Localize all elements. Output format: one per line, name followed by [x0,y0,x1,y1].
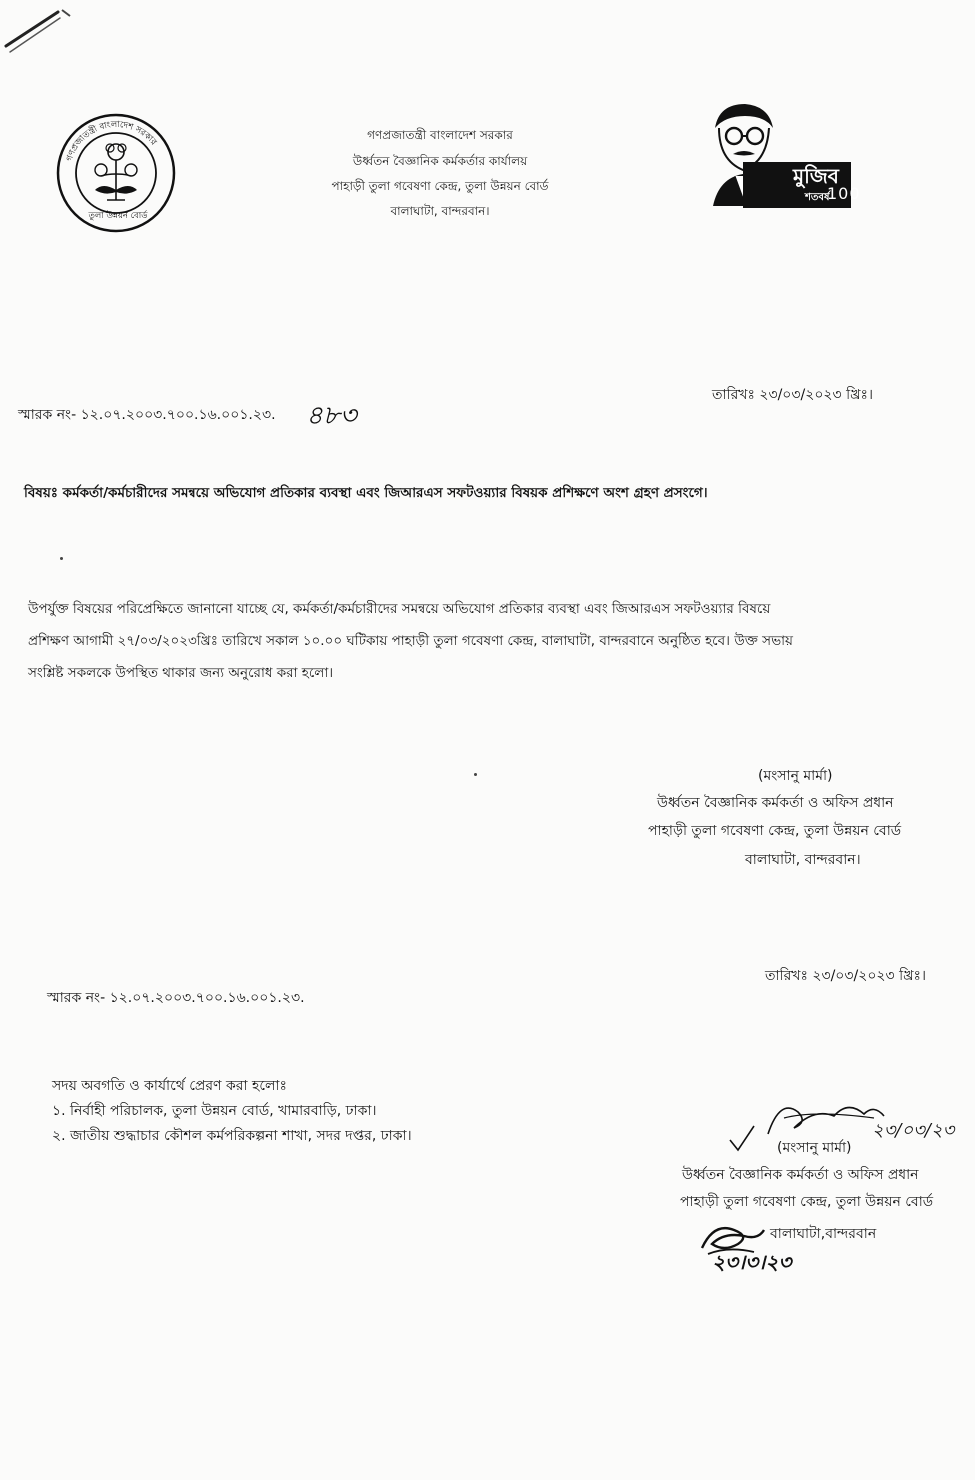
mujib-word: মুজিব [793,164,839,188]
signer2-place: বালাঘাটা,বান্দরবান [770,1226,877,1242]
cotton-board-logo [55,112,177,234]
signer-name: (মংসানু মার্মা) [758,768,833,784]
header-line-3: পাহাড়ী তুলা গবেষণা কেন্দ্র, তুলা উন্নয়ন বোর্ড [331,179,549,193]
scan-dot [60,557,63,560]
memo-reference: স্মারক নং- ১২.০৭.২০০৩.৭০০.১৬.০০১.২৩. [18,407,276,423]
signer-title: উর্ধ্বতন বৈজ্ঞানিক কর্মকর্তা ও অফিস প্রধান [657,795,894,811]
logo-bottom-text: তুলা উন্নয়ন বোর্ড [88,211,148,221]
memo2-reference: স্মারক নং- ১২.০৭.২০০৩.৭০০.১৬.০০১.২৩. [47,990,305,1006]
signer-organization: পাহাড়ী তুলা গবেষণা কেন্দ্র, তুলা উন্নয়ন বোর্ড [648,823,902,839]
memo-reference-handwritten: ৪৮৩ [306,401,357,431]
distribution-intro: সদয় অবগতি ও কার্যার্থে প্রেরণ করা হলোঃ [52,1078,287,1094]
scan-mark-icon [0,0,80,60]
signer2-name: (মংসানু মার্মা) [777,1140,852,1156]
scan-dot [474,773,477,776]
header-line-1: গণপ্রজাতন্ত্রী বাংলাদেশ সরকার [367,128,513,142]
memo-date: তারিখঃ ২৩/০৩/২০২৩ খ্রিঃ। [712,387,873,403]
logo-ring-text: গণপ্রজাতন্ত্রী বাংলাদেশ সরকার [64,119,159,163]
signer2-organization: পাহাড়ী তুলা গবেষণা কেন্দ্র, তুলা উন্নয়ন বোর্ড [680,1194,934,1210]
shotoborsho-word: শতবর্ষ [805,192,830,203]
body-line-1: উপর্যুক্ত বিষয়ের পরিপ্রেক্ষিতে জানানো যাচ্ছে যে, কর্মকর্তা/কর্মচারীদের সমন্বয়ে অভিযোগ প্রতিকার ব্যবস্থা এবং জিআরএস সফটওয়্যার বিষয়ে [28,601,771,617]
signer-place: বালাঘাটা, বান্দরবান। [745,852,861,868]
distribution-item: ১. নির্বাহী পরিচালক, তুলা উন্নয়ন বোর্ড, খামারবাড়ি, ঢাকা। [52,1103,377,1119]
mujib-centenary-logo [705,98,865,210]
initials-date: ২৩।৩।২৩ [712,1250,792,1274]
header-line-2: উর্ধ্বতন বৈজ্ঞানিক কর্মকর্তার কার্যালয় [352,154,528,168]
distribution-item: ২. জাতীয় শুদ্ধাচার কৌশল কর্মপরিকল্পনা শাখা, সদর দপ্তর, ঢাকা। [52,1128,412,1144]
subject-line: বিষয়ঃ কর্মকর্তা/কর্মচারীদের সমন্বয়ে অভিযোগ প্রতিকার ব্যবস্থা এবং জিআরএস সফটওয়্যার বিষয়ক প্রশিক্ষণে অংশ গ্রহণ প্রসংগে। [24,485,708,501]
header-line-4: বালাঘাটা, বান্দরবান। [390,204,490,218]
handwritten-date: ২৩/০৩/২৩ [872,1120,955,1141]
memo2-date: তারিখঃ ২৩/০৩/২০২৩ খ্রিঃ। [765,968,926,984]
body-line-2: প্রশিক্ষণ আগামী ২৭/০৩/২০২৩খ্রিঃ তারিখে সকাল ১০.০০ ঘটিকায় পাহাড়ী তুলা গবেষণা কেন্দ্র, বালাঘাটা, বান্দরবানে অনুষ্ঠিত হবে। উক্ত সভায় [28,633,793,649]
centenary-number: 100 [827,184,861,203]
body-line-3: সংশ্লিষ্ট সকলকে উপস্থিত থাকার জন্য অনুরোধ করা হলো। [28,665,334,681]
signer2-title: উর্ধ্বতন বৈজ্ঞানিক কর্মকর্তা ও অফিস প্রধান [682,1167,919,1183]
